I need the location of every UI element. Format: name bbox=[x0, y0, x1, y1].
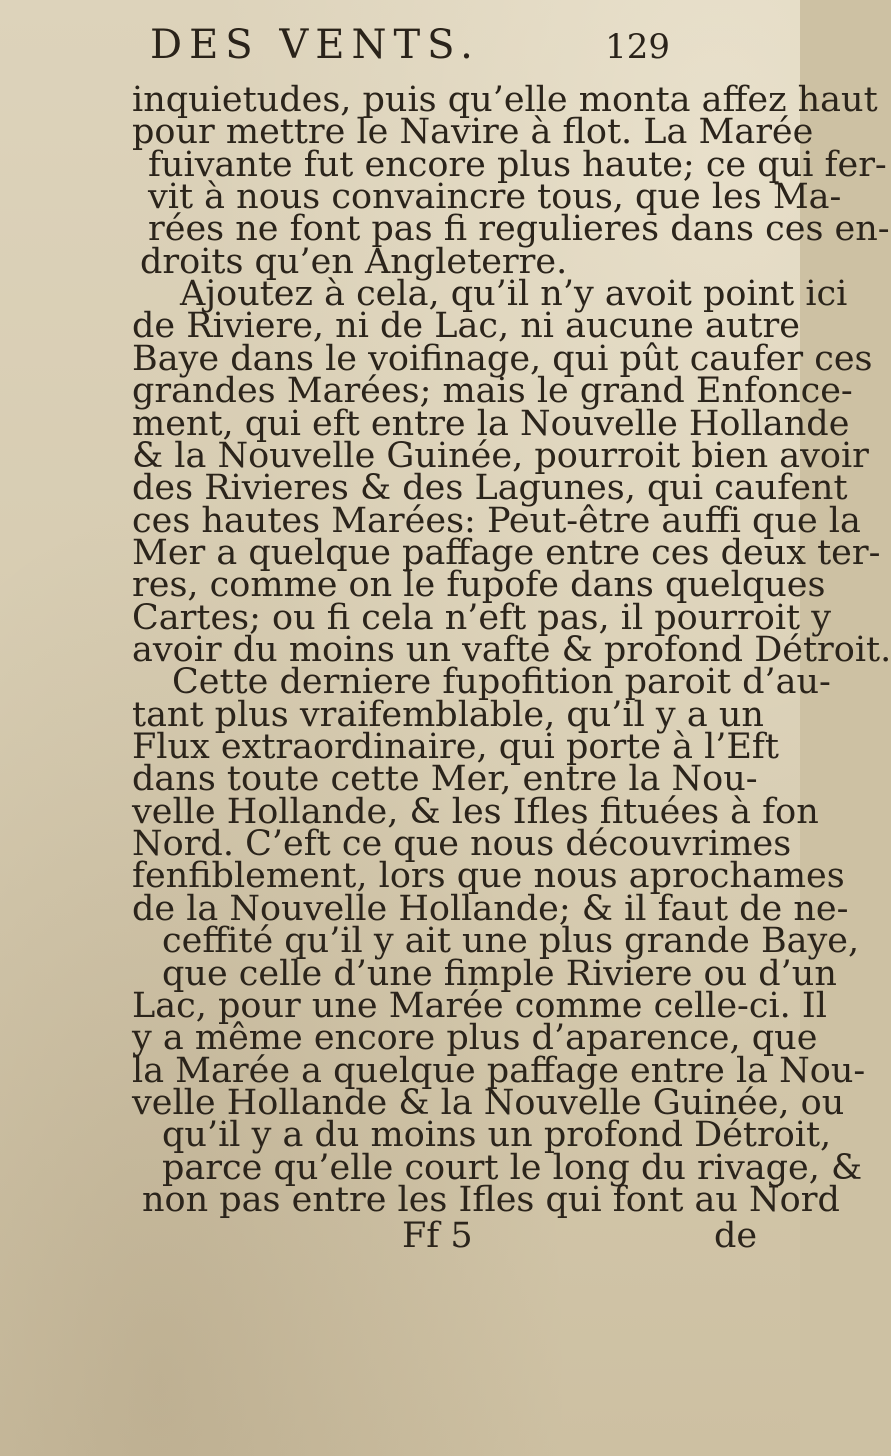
catchword: de bbox=[714, 1216, 758, 1256]
text-line: fenfiblement, lors que nous aprochames bbox=[132, 856, 845, 896]
text-line: velle Hollande, & les Ifles fituées à fon bbox=[132, 792, 819, 832]
text-line: qu’il y a du moins un profond Détroit, bbox=[162, 1115, 832, 1155]
text-line: & la Nouvelle Guinée, pourroit bien avoir bbox=[132, 436, 869, 476]
text-line: de la Nouvelle Hollande; & il faut de ne- bbox=[132, 889, 849, 929]
text-line: ceffité qu’il y ait une plus grande Baye, bbox=[162, 921, 860, 961]
text-line: que celle d’une fimple Riviere ou d’un bbox=[162, 954, 837, 994]
text-line: Cette derniere fupofition paroit d’au- bbox=[172, 662, 831, 702]
text-line: parce qu’elle court le long du rivage, & bbox=[162, 1148, 863, 1188]
text-line: res, comme on le fupofe dans quelques bbox=[132, 565, 826, 605]
text-line: Ajoutez à cela, qu’il n’y avoit point ici bbox=[180, 274, 848, 314]
page-number: 129 bbox=[605, 27, 670, 67]
text-line: Baye dans le voifinage, qui pût caufer ces bbox=[132, 339, 873, 379]
text-line: rées ne font pas fi regulieres dans ces en- bbox=[148, 209, 890, 249]
text-line: ces hautes Marées: Peut-être auffi que la bbox=[132, 501, 861, 541]
text-line: velle Hollande & la Nouvelle Guinée, ou bbox=[132, 1083, 845, 1123]
text-line: ment, qui eft entre la Nouvelle Hollande bbox=[132, 404, 850, 444]
text-line: dans toute cette Mer, entre la Nou- bbox=[132, 759, 758, 799]
text-line: avoir du moins un vafte & profond Détroit. bbox=[132, 630, 891, 670]
text-line: y a même encore plus d’aparence, que bbox=[132, 1018, 818, 1058]
text-line: tant plus vraifemblable, qu’il y a un bbox=[132, 695, 764, 735]
text-line: de Riviere, ni de Lac, ni aucune autre bbox=[132, 306, 800, 346]
text-line: fuivante fut encore plus haute; ce qui fer- bbox=[148, 145, 887, 185]
text-line: pour mettre le Navire à flot. La Marée bbox=[132, 112, 814, 152]
text-line: vit à nous convaincre tous, que les Ma- bbox=[148, 177, 842, 217]
running-head bbox=[150, 22, 670, 72]
text-line: Cartes; ou fi cela n’eft pas, il pourroit y bbox=[132, 598, 831, 638]
page-footer bbox=[0, 1216, 800, 1256]
text-line: Mer a quelque paffage entre ces deux ter- bbox=[132, 533, 881, 573]
text-line: inquietudes, puis qu’elle monta affez haut bbox=[132, 80, 878, 120]
text-line: Lac, pour une Marée comme celle-ci. Il bbox=[132, 986, 827, 1026]
text-line: droits qu’en Angleterre. bbox=[140, 242, 568, 282]
text-line: la Marée a quelque paffage entre la Nou- bbox=[132, 1051, 866, 1091]
text-line: non pas entre les Ifles qui font au Nord bbox=[142, 1180, 840, 1220]
text-line: des Rivieres & des Lagunes, qui caufent bbox=[132, 468, 848, 508]
running-title: DES VENTS. bbox=[150, 22, 480, 68]
text-line: Nord. C’eft ce que nous découvrimes bbox=[132, 824, 792, 864]
signature-mark: Ff 5 bbox=[402, 1216, 473, 1256]
text-line: grandes Marées; mais le grand Enfonce- bbox=[132, 371, 853, 411]
text-line: Flux extraordinaire, qui porte à l’Eft bbox=[132, 727, 779, 767]
